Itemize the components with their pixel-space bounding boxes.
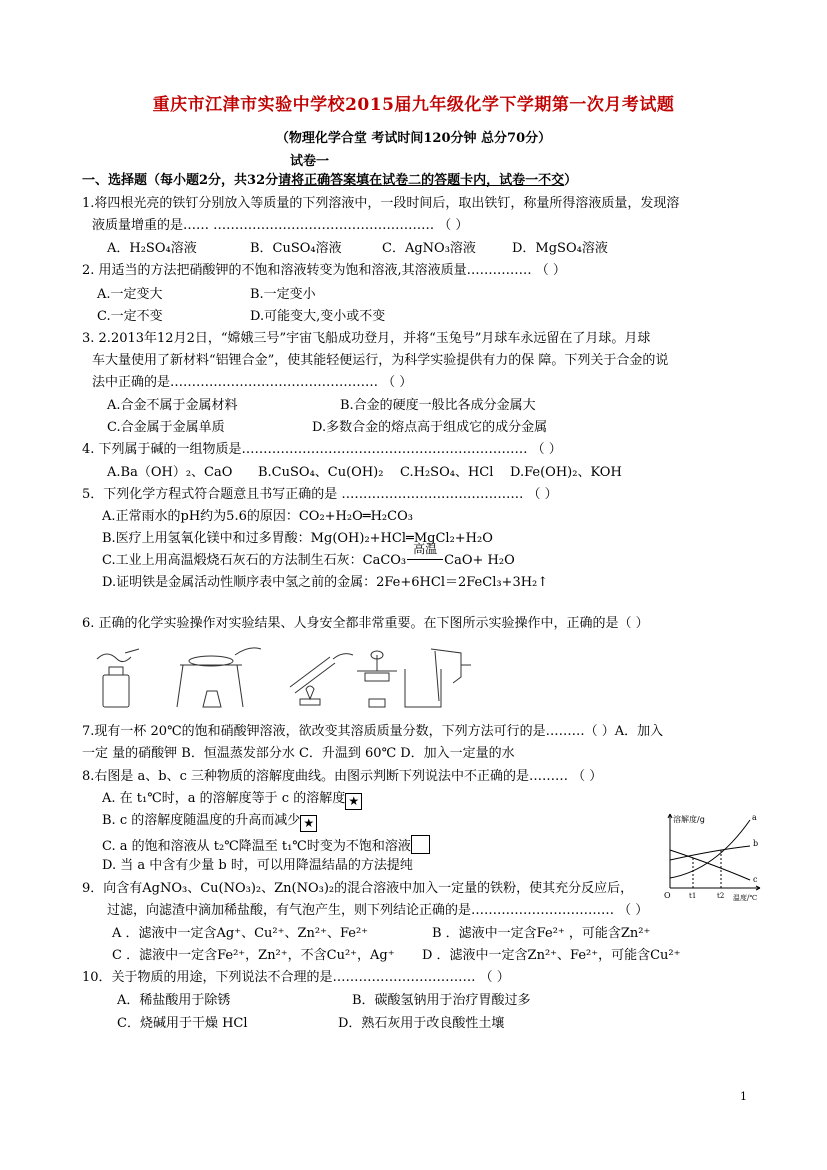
- question-9-line2: 过滤，向滤渣中滴加稀盐酸，有气泡产生，则下列结论正确的是…………………………… （ ）: [107, 903, 649, 918]
- question-4-option-d: D.Fe(OH)₂、KOH: [510, 465, 622, 480]
- figure-weigh: [357, 651, 397, 707]
- figure-heat-tube: [290, 654, 353, 705]
- question-3-line2: 车大量使用了新材料“铝锂合金”，使其能轻便运行，为科学实验提供有力的保 障。下列关于合金的说: [92, 353, 669, 368]
- question-1-line2: 液质量增重的是…… …………………………………………… （ ）: [92, 218, 469, 233]
- graph-xlabel: 温度/℃: [733, 894, 758, 902]
- solubility-graph: [655, 810, 770, 902]
- question-1-option-a: A．H₂SO₄溶液: [107, 241, 197, 256]
- lab-operation-figures: [95, 645, 535, 710]
- question-4-option-b: B.CuSO₄、Cu(OH)₂: [258, 465, 384, 480]
- question-3-line3: 法中正确的是………………………………………… （ ）: [92, 375, 413, 390]
- star-icon: ★: [300, 815, 317, 832]
- graph-c: c: [753, 875, 758, 884]
- question-2-option-b: B.一定变小: [250, 287, 316, 302]
- question-9-option-c: C ．滤液中一定含Fe²⁺，Zn²⁺，不含Cu²⁺，Ag⁺: [112, 948, 395, 963]
- question-1-line1: 1.将四根光亮的铁钉分别放入等质量的下列溶液中，一段时间后，取出铁钉，称量所得溶液质量，发现溶: [82, 196, 680, 211]
- question-3-option-d: D.多数合金的熔点高于组成它的成分金属: [312, 420, 548, 435]
- question-1-option-d: D．MgSO₄溶液: [512, 241, 608, 256]
- question-3-option-b: B.合金的硬度一般比各成分金属大: [340, 398, 536, 413]
- question-7-line1: 7.现有一杯 20℃的饱和硝酸钾溶液，欲改变其溶质质量分数，下列方法可行的是………（ ）A．加入: [82, 724, 664, 739]
- curve-a: [670, 820, 750, 878]
- question-10-option-d: D．熟石灰用于改良酸性土壤: [338, 1016, 505, 1031]
- question-1-option-b: B．CuSO₄溶液: [250, 241, 342, 256]
- question-10-line: 10．关于物质的用途，下列说法不合理的是…………………………… （ ）: [82, 970, 510, 985]
- graph-ylabel: 溶解度/g: [673, 815, 705, 824]
- graph-origin: O: [664, 891, 671, 900]
- question-2-option-c: C.一定不变: [97, 309, 163, 324]
- question-2-line: 2. 用适当的方法把硝酸钾的不饱和溶液转变为饱和溶液,其溶液质量…………… （ ）: [82, 263, 566, 278]
- question-8-option-b: B. c 的溶解度随温度的升高而减少 ★: [102, 812, 317, 832]
- star-icon: ★: [345, 793, 362, 810]
- question-8-option-d: D. 当 a 中含有少量 b 时，可以用降温结晶的方法提纯: [102, 858, 413, 873]
- question-9-option-a: A ．滤液中一定含Ag⁺、Cu²⁺、Zn²⁺、Fe²⁺: [112, 926, 369, 941]
- question-2-option-d: D.可能变大,变小或不变: [250, 309, 386, 324]
- figure-smell-gas: [97, 649, 139, 707]
- graph-a: a: [752, 813, 757, 822]
- question-5-option-c: C.工业上用高温煅烧石灰石的方法制生石灰：CaCO₃ 高温 CaO+ H₂O: [102, 542, 515, 568]
- exam-title: 重庆市江津市实验中学校2015届九年级化学下学期第一次月考试题: [152, 95, 675, 115]
- curve-b: [670, 846, 750, 860]
- question-10-option-b: B．碳酸氢钠用于治疗胃酸过多: [352, 993, 531, 1008]
- question-6-line: 6. 正确的化学实验操作对实验结果、人身安全都非常重要。在下图所示实验操作中，正确的是（ ）: [82, 616, 649, 631]
- question-3-option-a: A.合金不属于金属材料: [107, 398, 238, 413]
- question-4-option-c: C.H₂SO₄、HCl: [400, 465, 494, 480]
- question-10-option-c: C．烧碱用于干燥 HCl: [117, 1016, 248, 1031]
- empty-box: [411, 835, 430, 854]
- question-5-option-d: D.证明铁是金属活动性顺序表中氢之前的金属：2Fe+6HCl＝2FeCl₃+3H₂↑: [102, 575, 549, 590]
- graph-b: b: [753, 839, 759, 848]
- question-2-option-a: A.一定变大: [97, 287, 163, 302]
- section1-heading: 一、选择题（每小题2分，共32分请将正确答案填在试卷二的答题卡内，试卷一不交）: [82, 173, 578, 188]
- question-9-option-b: B ．滤液中一定含Fe²⁺ ，可能含Zn²⁺: [432, 926, 651, 941]
- question-5-option-b: B.医疗上用氢氧化镁中和过多胃酸：Mg(OH)₂+HCl═MgCl₂+H₂O: [102, 531, 493, 546]
- exam-subtitle: （物理化学合堂 考试时间120分钟 总分70分）: [275, 131, 552, 146]
- question-8-option-c: C. a 的饱和溶液从 t₂℃降温至 t₁℃时变为不饱和溶液: [102, 835, 430, 856]
- graph-t2: t2: [717, 892, 725, 900]
- question-7-line2: 一定 量的硝酸钾 B．恒温蒸发部分水 C．升温到 60℃ D．加入一定量的水: [82, 746, 515, 761]
- question-3-option-c: C.合金属于金属单质: [107, 420, 225, 435]
- figure-dilute: [405, 649, 471, 707]
- page-number: 1: [740, 1090, 747, 1103]
- question-8-option-a: A. 在 t₁℃时，a 的溶解度等于 c 的溶解度 ★: [102, 790, 362, 810]
- question-9-option-d: D ．滤液中一定含Zn²⁺、Fe²⁺，可能含Cu²⁺: [422, 948, 681, 963]
- question-4-option-a: A.Ba（OH）₂、CaO: [107, 465, 233, 480]
- question-3-line1: 3. 2.2013年12月2日，“嫦娥三号”宇宙飞船成功登月，并将“玉兔号”月球车永远留在了月球。月球: [82, 331, 651, 346]
- question-8-line: 8.右图是 a、b、c 三种物质的溶解度曲线。由图示判断下列说法中不正确的是……… （ ）: [82, 769, 603, 784]
- graph-t1: t1: [689, 892, 697, 900]
- question-9-line1: 9．向含有AgNO₃、Cu(NO₃)₂、Zn(NO₃)₂的混合溶液中加入一定量的铁粉，使其充分反应后，: [82, 881, 634, 896]
- question-5-option-a: A.正常雨水的pH约为5.6的原因：CO₂+H₂O═H₂CO₃: [102, 509, 413, 524]
- question-5-line: 5．下列化学方程式符合题意且书写正确的是 …………………………………… （ ）: [82, 487, 558, 502]
- section-label: 试卷一: [290, 154, 330, 169]
- question-1-option-c: C．AgNO₃溶液: [382, 241, 476, 256]
- question-4-line: 4. 下列属于碱的一组物质是………………………………………………………… （ ）: [82, 442, 562, 457]
- reaction-condition: 高温: [406, 552, 444, 570]
- figure-evaporate: [177, 648, 261, 707]
- question-10-option-a: A．稀盐酸用于除锈: [117, 993, 231, 1008]
